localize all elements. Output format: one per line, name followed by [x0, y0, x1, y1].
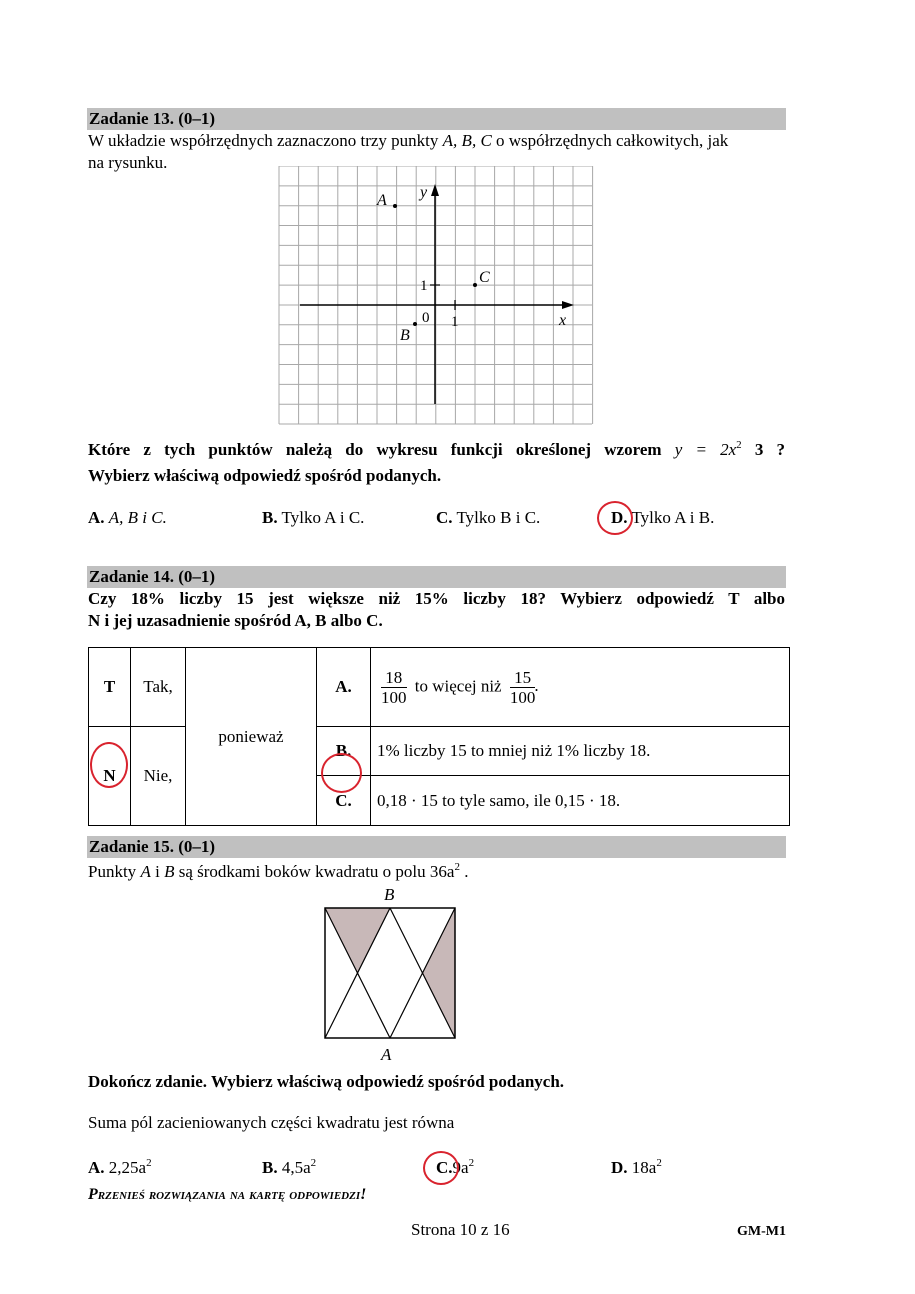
task13-option-a[interactable]: A. A, B i C. [88, 508, 167, 527]
coordinate-grid [278, 166, 594, 426]
task14-selected-reason-mark [321, 753, 362, 793]
task14-question-line1: Czy 18% liczby 15 jest większe niż 15% liczby 18? Wybierz odpowiedź T albo [88, 589, 785, 608]
label-point-c: C [479, 269, 490, 286]
task15-option-b[interactable]: B. $4,5a^2$ [262, 1157, 317, 1177]
task15-option-c[interactable]: $C.9a^2$ [436, 1157, 475, 1177]
task13-intro-line2: na rysunku. [88, 153, 168, 172]
task14-question-line2: N i jej uzasadnienie spośród A, B albo C. [88, 611, 383, 630]
label-tick-x: 1 [451, 314, 459, 330]
task13-question-line1: Które z tych punktów należą do wykresu funkcji określonej wzorem $y = 2x^2$ 3 ? [88, 439, 786, 459]
task13-header: Zadanie 13. (0–1) [87, 108, 786, 130]
task13-question-line2: Wybierz właściwą odpowiedź spośród podanych. [88, 466, 442, 485]
task13-intro-line1: W układzie współrzędnych zaznaczono trzy punkty A, B, C o współrzędnych całkowitych, jak [88, 131, 729, 150]
cell-n-text: Nie, [131, 727, 186, 826]
x-axis-arrow-icon [562, 301, 574, 309]
label-origin: 0 [422, 310, 430, 326]
task13-option-c[interactable]: C. Tylko B i C. [436, 508, 541, 527]
task13-option-d[interactable]: D. Tylko A i B. [611, 508, 715, 527]
cell-reason-a-letter[interactable]: A. [317, 648, 371, 727]
point-b [413, 322, 417, 326]
label-square-bottom-a: A [381, 1045, 392, 1064]
square-figure [323, 906, 459, 1040]
task15-sentence: Suma pól zacieniowanych części kwadratu jest równa [88, 1113, 455, 1132]
task15-option-d[interactable]: D. $18a^2$ [611, 1157, 662, 1177]
cell-reason-c-letter[interactable]: C. [317, 776, 371, 826]
exam-code: GM-M1 [737, 1224, 786, 1239]
label-tick-y: 1 [420, 278, 428, 294]
cell-because: ponieważ [186, 648, 317, 826]
task15-header: Zadanie 15. (0–1) [87, 836, 786, 858]
cell-reason-b-letter[interactable]: B. [317, 727, 371, 776]
cell-n-letter[interactable]: N [89, 727, 131, 826]
label-point-a: A [377, 192, 387, 209]
cell-reason-b-text: 1% liczby 15 to mniej niż 1% liczby 18. [371, 727, 790, 776]
task14-selected-answer-mark [90, 742, 128, 788]
task14-answer-table [88, 647, 790, 826]
task15-selected-mark [423, 1151, 459, 1185]
task15-option-a[interactable]: A. $2,25a^2$ [88, 1157, 152, 1177]
label-axis-y: y [420, 184, 428, 201]
shaded-triangle-right [423, 908, 456, 1038]
point-a [393, 204, 397, 208]
transfer-note: Przenieś rozwiązania na kartę odpowiedzi! [88, 1186, 367, 1203]
cell-reason-a-text: $\frac{18}{100}$ to więcej niż $\frac{15}{100}$ . [371, 648, 790, 727]
page-number: Strona 10 z 16 [411, 1220, 510, 1239]
label-point-b: B [400, 327, 410, 344]
task15-instruction: Dokończ zdanie. Wybierz właściwą odpowiedź spośród podanych. [88, 1072, 565, 1091]
fraction-18-100: $\frac{18}{100}$ [381, 667, 407, 707]
task14-header: Zadanie 14. (0–1) [87, 566, 786, 588]
shaded-triangle-left [325, 908, 390, 973]
cell-t-text: Tak, [131, 648, 186, 727]
label-axis-x: x [559, 312, 567, 329]
task13-option-b[interactable]: B. Tylko A i C. [262, 508, 365, 527]
point-c [473, 283, 477, 287]
fraction-15-100: $\frac{15}{100}$ [509, 667, 536, 707]
cell-reason-c-text: 0,18 · 15 to tyle samo, ile 0,15 · 18. [371, 776, 790, 826]
cell-t-letter[interactable]: T [89, 648, 131, 727]
task13-selected-mark [597, 501, 633, 535]
label-square-top-b: B [384, 885, 395, 904]
task15-intro: Punkty A i B są środkami boków kwadratu o polu $36a^2$ . [88, 861, 469, 881]
